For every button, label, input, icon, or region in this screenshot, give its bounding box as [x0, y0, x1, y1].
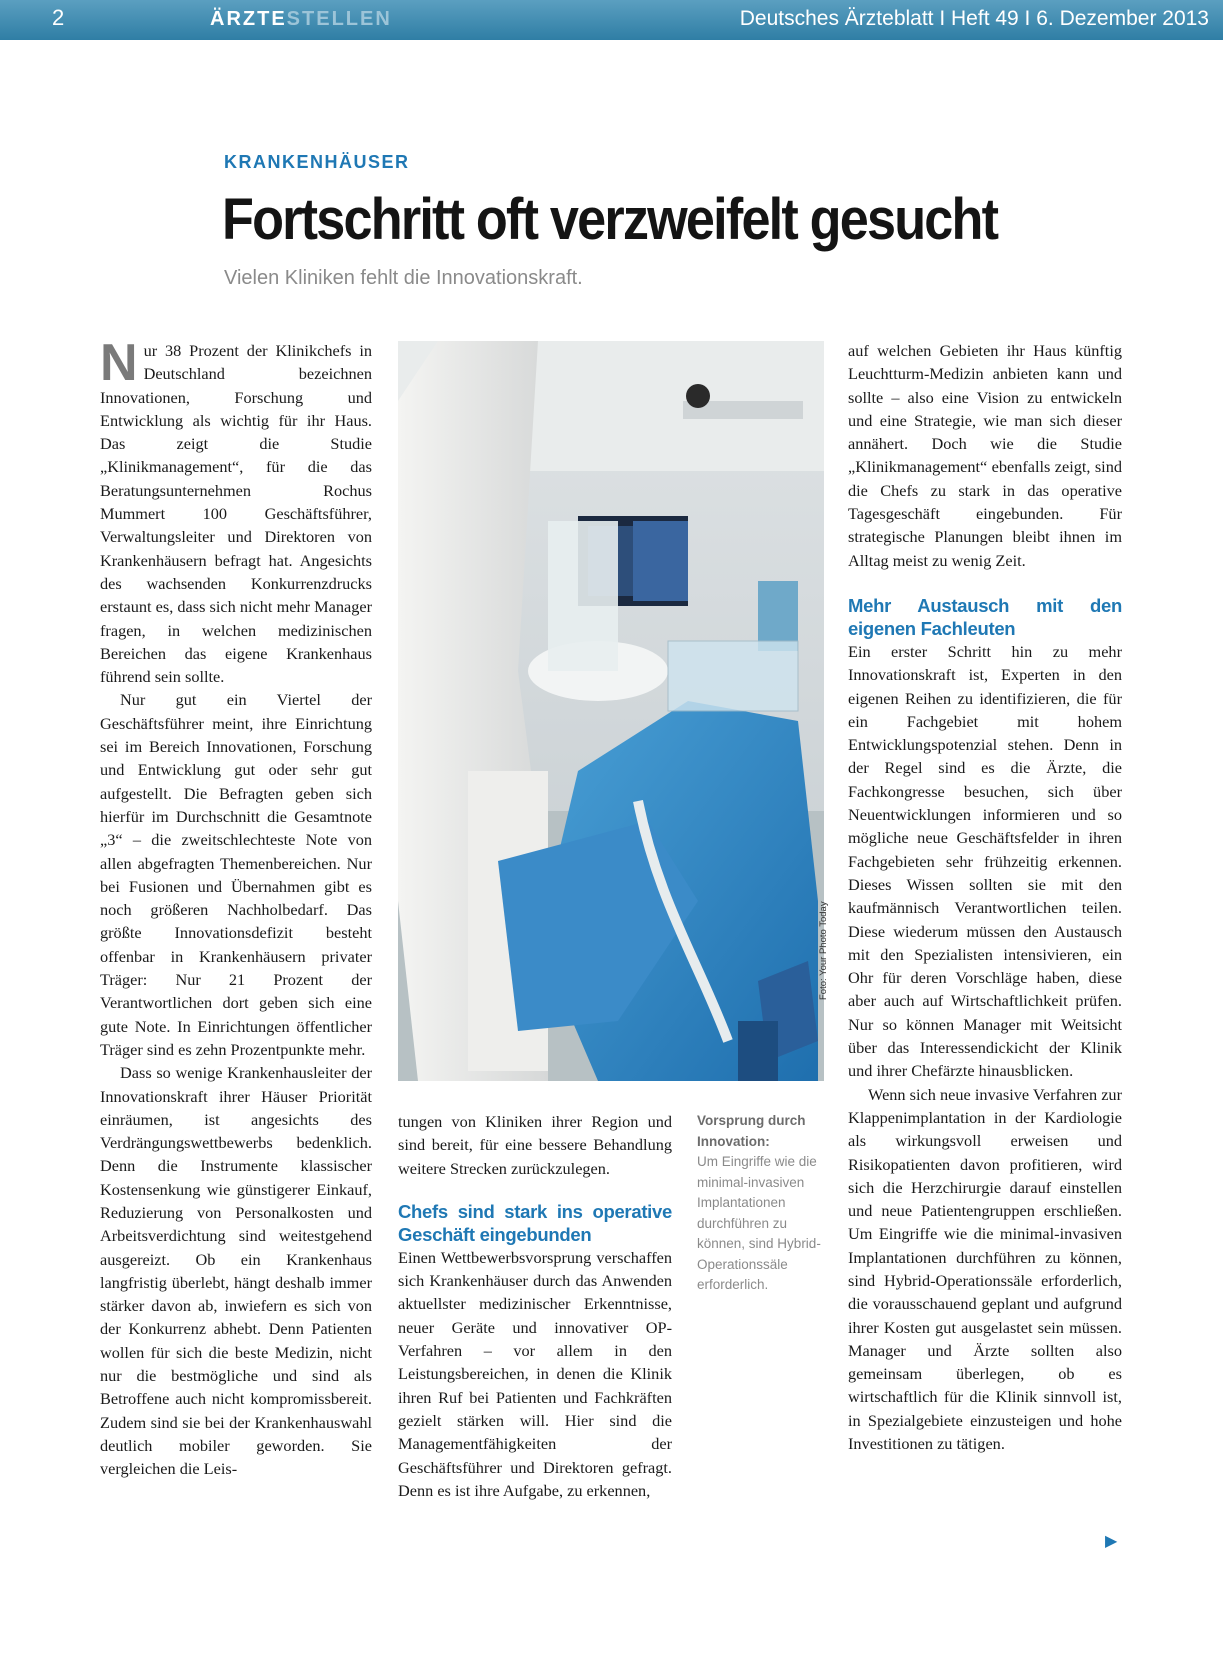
- paragraph: Ein erster Schritt hin zu mehr Innovationskraft ist, Experten in den eigenen Reihen zu identifizieren, die für ein Fachgebiet mit hohem Entwicklungspotenzial stehen. Denn in der Regel sind es die Ärzte, die Fachkongresse besuchen, sich über Neuentwicklungen informieren und so mögliche neue Geschäftsfelder in ihren Fachgebieten sehr frühzeitig erkennen. Dieses Wissen sollten sie mit den kaufmännisch Verantwortlichen teilen. Diese wiederum müssen den Austausch mit den Spezialisten intensivieren, ein Ohr für deren Vorschläge haben, diese aber auch auf Wirtschaftlichkeit prüfen. Nur so können Manager mit Weitsicht über das Interessendickicht der Klinik und ihrer Chefärzte hinausblicken.: [848, 641, 1122, 1081]
- article-column-1: [100, 334, 372, 1481]
- article-column-2: [398, 1110, 672, 1502]
- operating-room-photo: [398, 341, 824, 1081]
- subheading: Chefs sind stark ins operative Geschäft eingebunden: [398, 1200, 672, 1245]
- drop-cap: N: [100, 334, 138, 392]
- paragraph-text: ur 38 Prozent der Klinikchefs in Deutschland bezeichnen Innovationen, Forschung und Entwicklung als wichtig für ihr Haus. Das zeigt die Studie „Klinikmanagement“, für die das Beratungsunternehmen Rochus Mummert 100 Geschäftsführer, Verwaltungsleiter und Direktoren von Krankenhäusern befragt hat. Angesichts des wachsenden Konkurrenzdrucks erstaunt es, dass sich nicht mehr Manager fragen, in welchen medizinischen Bereichen das eigene Krankenhaus führend sein sollte.: [100, 341, 372, 687]
- section-title: [210, 8, 392, 31]
- article-subline: Vielen Kliniken fehlt die Innovationskraft.: [224, 267, 583, 289]
- subheading: Mehr Austausch mit den eigenen Fachleuten: [848, 594, 1122, 639]
- paragraph: Einen Wettbewerbsvorsprung verschaffen sich Krankenhäuser durch das Anwenden aktuellster medizinischer Erkenntnisse, neuer Geräte und innovativer OP-Verfahren – vor allem in den Leistungsbereichen, in denen die Klinik ihren Ruf bei Patienten und Fachkräften gezielt stärken will. Hier sind die Managementfähigkeiten der Geschäftsführer und Direktoren gefragt. Denn es ist ihre Aufgabe, zu erkennen,: [398, 1247, 672, 1500]
- paragraph: tungen von Kliniken ihrer Region und sind bereit, für eine bessere Behandlung weitere Strecken zurückzulegen.: [398, 1112, 672, 1178]
- issue-info: Deutsches Ärzteblatt I Heft 49 I 6. Dezember 2013: [739, 7, 1209, 30]
- operating-room-illustration: [398, 341, 824, 1081]
- article-headline: Fortschritt oft verzweifelt gesucht: [222, 187, 998, 252]
- section-title-dim: STELLEN: [286, 8, 392, 30]
- paragraph: auf welchen Gebieten ihr Haus künftig Leuchtturm-Medizin anbieten kann und sollte – also eine Vision zu entwickeln und eine Strategie, wie man sich dieser annähert. Doch wie die Studie „Klinikmanagement“ ebenfalls zeigt, sind die Chefs zu stark in das operative Tagesgeschäft eingebunden. Für strategische Planungen bleibt ihnen im Alltag meist zu wenig Zeit.: [848, 341, 1122, 570]
- page-number: 2: [52, 5, 65, 30]
- caption-title: Vorsprung durch Innovation:: [697, 1113, 806, 1149]
- paragraph: Wenn sich neue invasive Verfahren zur Klappenimplantation in der Kardiologie als wirkungsvoll erweisen und Risikopatienten davon profitieren, wird sich die Herzchirurgie darauf einstellen und neue Patientengruppen erschließen. Um Eingriffe wie die minimal-invasiven Implantationen durchführen zu können, sind Hybrid-Operationssäle erforderlich, die vorausschauend geplant und aufgrund ihrer Kosten gut ausgelastet sein müssen. Manager und Ärzte sollten also gemeinsam überlegen, ob es wirtschaftlich für die Klinik sinnvoll ist, in Spezialgebiete einzusteigen und hohe Investitionen zu tätigen.: [848, 1084, 1122, 1454]
- paragraph: Dass so wenige Krankenhausleiter der Innovationskraft ihrer Häuser Priorität einräumen, ist angesichts des Verdrängungswettbewerbs bedenklich. Denn die Instrumente klassischer Kostensenkung wie günstigerer Einkauf, Reduzierung von Personalkosten und Arbeitsverdichtung sind weitestgehend ausgereizt. Ob ein Krankenhaus langfristig überlebt, hängt deshalb immer stärker davon ab, inwiefern es sich von der Konkurrenz abhebt. Denn Patienten wollen für sich die beste Medizin, nicht nur die bestmögliche und sind als Betroffene auch nicht kompromissbereit. Zudem sind sie bei der Krankenhauswahl deutlich mobiler geworden. Sie vergleichen die Leis-: [100, 1063, 372, 1479]
- paragraph: [100, 334, 372, 688]
- page-header: [0, 0, 1223, 40]
- paragraph: Nur gut ein Viertel der Geschäftsführer meint, ihre Einrichtung sei im Bereich Innovationen, Forschung und Entwicklung gut oder sehr gut aufgestellt. Die Befragten geben sich hierfür im Durchschnitt die Gesamtnote „3“ – die zweitschlechteste Note von allen abgefragten Themenbereichen. Nur bei Fusionen und Übernahmen gibt es noch größeren Nachholbedarf. Das größte Innovationsdefizit besteht offenbar in Krankenhäusern privater Träger: Nur 21 Prozent der Verantwortlichen dort geben sich eine gute Note. In Einrichtungen öffentlicher Träger sind es zehn Prozentpunkte mehr.: [100, 690, 372, 1059]
- triangle-right-icon: ▶: [1105, 1531, 1118, 1550]
- photo-credit: Foto: Your Photo Today: [818, 901, 829, 1000]
- photo-caption: [697, 1111, 829, 1296]
- caption-text: Um Eingriffe wie die minimal-invasiven Implantationen durchführen zu können, sind Hybrid-Operationssäle erforderlich.: [697, 1154, 821, 1292]
- section-title-strong: ÄRZTE: [210, 8, 287, 30]
- article-kicker: KRANKENHÄUSER: [224, 152, 410, 172]
- article-column-3: [848, 339, 1122, 1455]
